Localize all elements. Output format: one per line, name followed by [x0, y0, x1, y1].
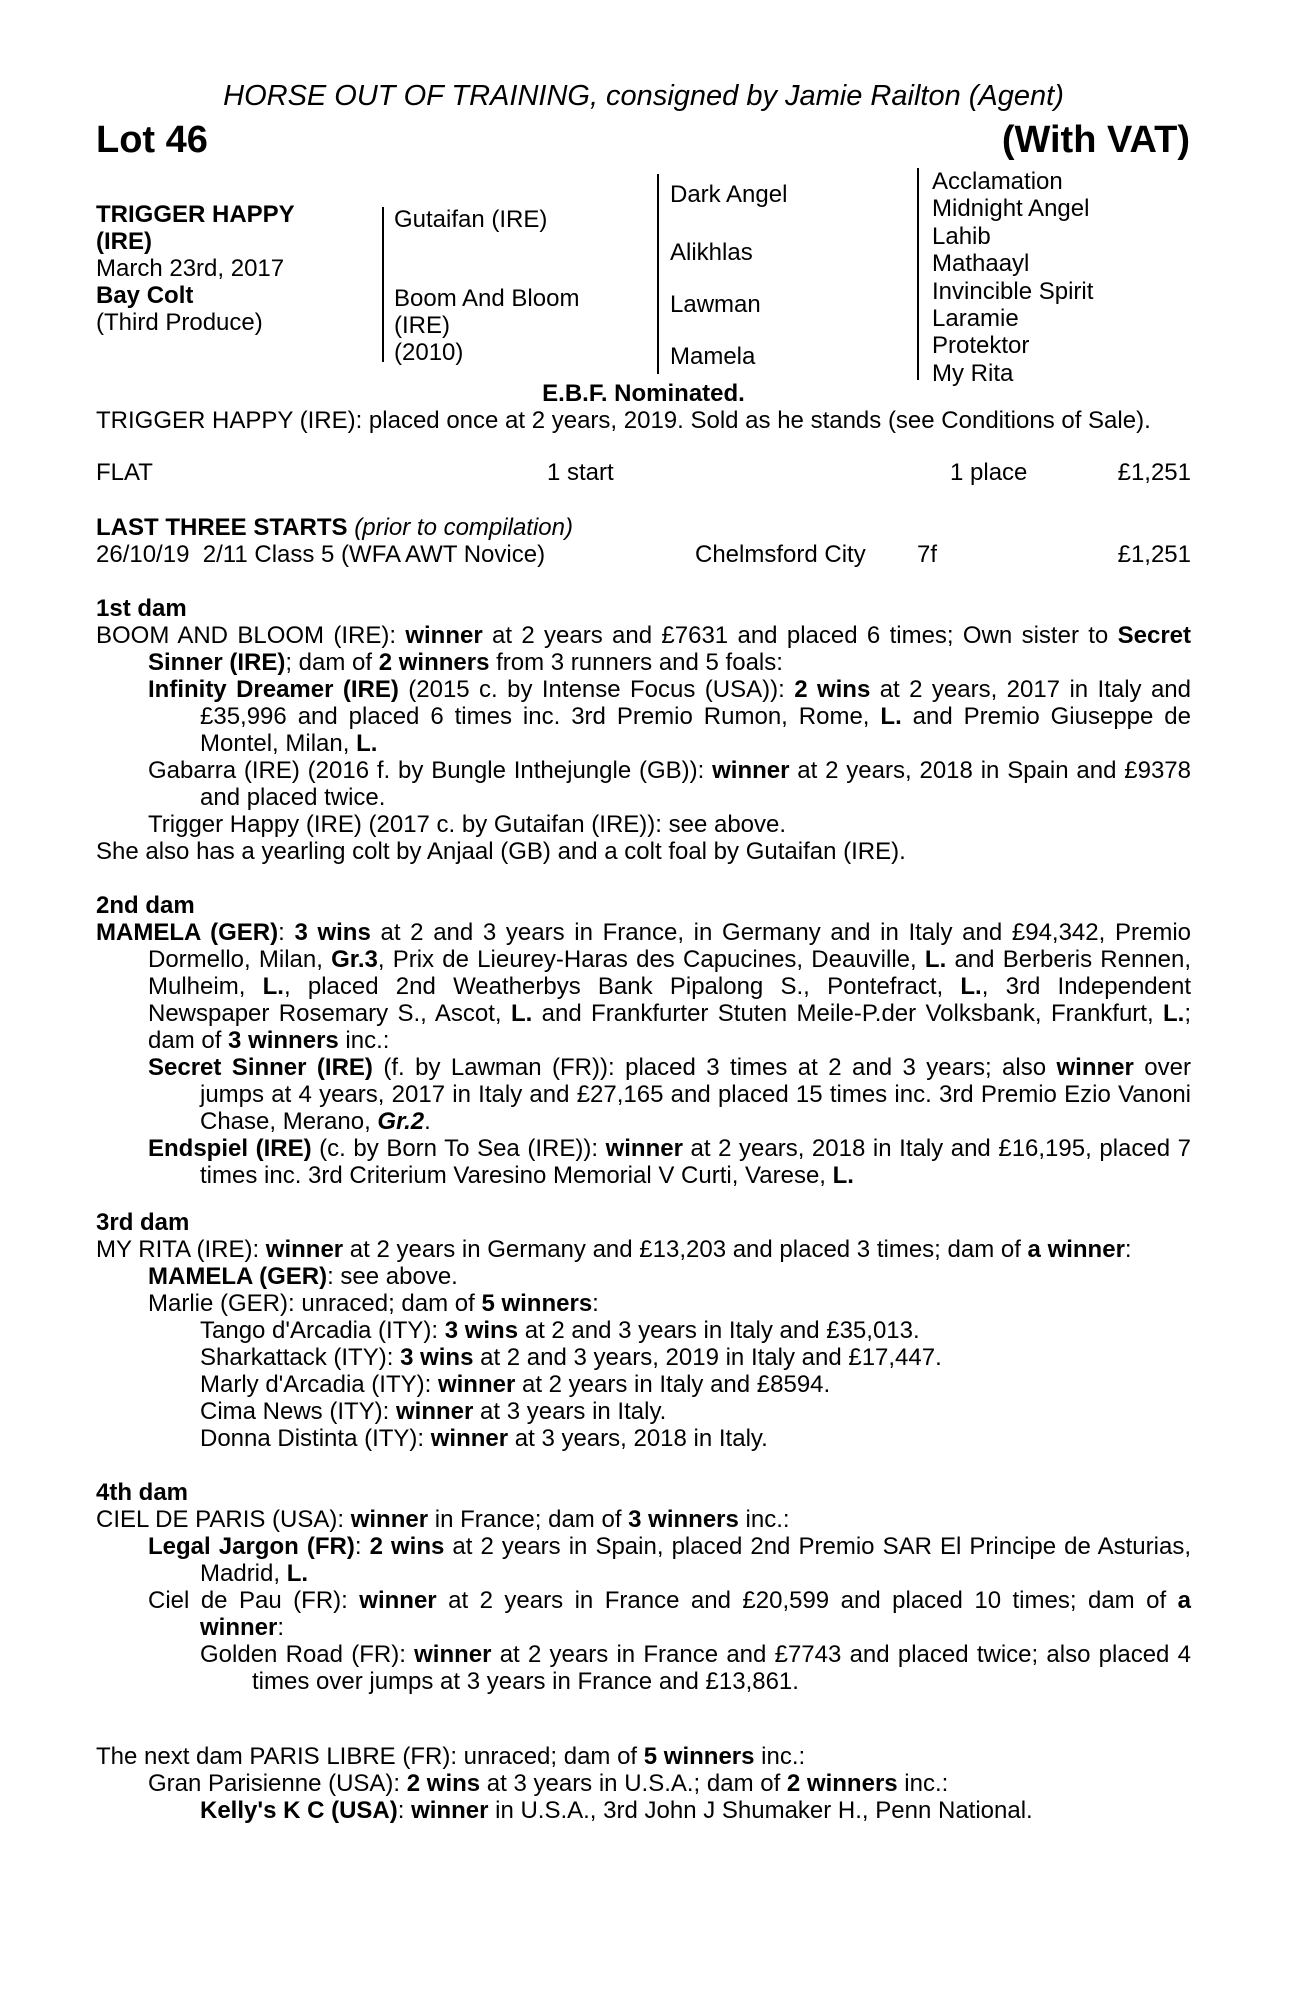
pedigree-paragraph	[96, 1587, 1191, 1641]
text-segment: Donna Distinta (ITY):	[200, 1425, 431, 1452]
text-segment: at 2 and 3 years in Italy and £35,013.	[518, 1317, 920, 1344]
text-segment: Kelly's K C (USA)	[200, 1797, 398, 1824]
text-segment: Marlie (GER): unraced; dam of	[148, 1290, 482, 1317]
text-segment: Gabarra (IRE) (2016 f. by Bungle Inthejungle (GB)):	[148, 757, 713, 784]
ancestor-name: Lawman	[670, 291, 761, 318]
text-segment: and Frankfurter Stuten Meile-P.der Volksbank, Frankfurt,	[532, 1000, 1163, 1027]
text-segment: at 2 years, 2018 in Spain and £9378 and placed twice.	[200, 757, 1191, 811]
text-segment: 2 winners	[786, 1770, 898, 1797]
places-value: 1 place	[950, 459, 1028, 486]
text-segment: Golden Road (FR):	[200, 1641, 415, 1668]
text-segment: inc.:	[754, 1743, 806, 1770]
text-segment: at 2 years in Spain, placed 2nd Premio SAR El Principe de Asturias, Madrid,	[200, 1533, 1191, 1587]
dam-heading: 1st dam	[96, 595, 187, 622]
pedigree-paragraph	[96, 1344, 1191, 1371]
flat-label: FLAT	[96, 459, 153, 486]
text-segment: Ciel de Pau (FR):	[148, 1587, 360, 1614]
text-segment: winner	[396, 1398, 474, 1425]
ancestor-name: Midnight Angel	[932, 195, 1090, 223]
pedigree-paragraph	[96, 919, 1191, 1054]
text-segment: a winner	[1027, 1236, 1125, 1263]
text-segment: winner	[359, 1587, 437, 1614]
text-segment: ; dam of	[148, 1000, 1191, 1054]
last-starts-heading-italic: (prior to compilation)	[347, 514, 573, 541]
text-segment: at 2 years in Italy and £8594.	[515, 1371, 831, 1398]
consignment-title: HORSE OUT OF TRAINING, consigned by Jamie Railton (Agent)	[223, 80, 1064, 112]
pedigree-paragraph	[96, 1506, 1191, 1533]
text-segment: MAMELA (GER)	[96, 919, 279, 946]
race-details: 26/10/19 2/11 Class 5 (WFA AWT Novice)	[96, 541, 546, 568]
subject-line: (Third Produce)	[96, 309, 263, 336]
text-segment: Marly d'Arcadia (ITY):	[200, 1371, 438, 1398]
text-segment: ; dam of	[285, 649, 379, 676]
subject-line: TRIGGER HAPPY	[96, 201, 295, 228]
ancestor-name: Dark Angel	[670, 181, 788, 208]
text-segment: inc.:	[738, 1506, 790, 1533]
text-segment: 5 winners	[643, 1743, 755, 1770]
text-segment: at 2 and 3 years, 2019 in Italy and £17,447.	[473, 1344, 942, 1371]
pedigree-paragraph	[96, 1533, 1191, 1587]
text-segment: L.	[286, 1560, 309, 1587]
dam-heading: 3rd dam	[96, 1209, 190, 1236]
text-segment: (f. by Lawman (FR)): placed 3 times at 2 and 3 years; also	[372, 1054, 1057, 1081]
pedigree-paragraph	[96, 1425, 1191, 1452]
text-segment: L.	[510, 1000, 533, 1027]
pedigree-paragraph	[96, 1135, 1191, 1189]
text-segment: Sharkattack (ITY):	[200, 1344, 401, 1371]
ancestor-name: Mamela	[670, 343, 756, 370]
text-segment: BOOM AND BLOOM (IRE):	[96, 622, 406, 649]
text-segment: Gran Parisienne (USA):	[148, 1770, 407, 1797]
text-segment: 3 wins	[444, 1317, 519, 1344]
catalogue-body-text	[96, 380, 1191, 1824]
text-segment: Secret Sinner (IRE)	[148, 622, 1191, 676]
subject-line: March 23rd, 2017	[96, 255, 285, 282]
pedigree-paragraph	[96, 1743, 1191, 1770]
pedigree-paragraph	[96, 622, 1191, 676]
pedigree-paragraph	[96, 811, 1191, 838]
text-segment: 5 winners	[481, 1290, 593, 1317]
earnings-value: £1,251	[1117, 459, 1191, 486]
text-segment: in France; dam of	[428, 1506, 629, 1533]
text-segment: winner	[405, 622, 483, 649]
prize-money: £1,251	[1117, 541, 1191, 568]
text-segment: 2 wins	[406, 1770, 481, 1797]
text-segment: at 2 years in Germany and £13,203 and placed 3 times; dam of	[343, 1236, 1028, 1263]
text-segment: :	[354, 1533, 370, 1560]
text-segment: Infinity Dreamer (IRE)	[148, 676, 399, 703]
ancestor-name: Mathaayl	[932, 250, 1030, 278]
ancestor-name: Invincible Spirit	[932, 277, 1094, 305]
starts-value: 1 start	[547, 459, 614, 486]
pedigree-section	[96, 595, 1191, 865]
intro-paragraph: TRIGGER HAPPY (IRE): placed once at 2 years, 2019. Sold as he stands (see Conditions of Sale).	[96, 407, 1151, 434]
pedigree-paragraph	[96, 1263, 1191, 1290]
pedigree-paragraph	[96, 1398, 1191, 1425]
text-segment: CIEL DE PARIS (USA):	[96, 1506, 351, 1533]
text-segment: L.	[1163, 1000, 1185, 1027]
text-segment: L.	[832, 1162, 854, 1189]
text-segment: (2015 c. by Intense Focus (USA)):	[398, 676, 795, 703]
text-segment: winner	[265, 1236, 344, 1263]
pedigree-section	[96, 1743, 1191, 1824]
text-segment: winner	[411, 1797, 489, 1824]
text-segment: :	[1124, 1236, 1132, 1263]
text-segment: at 2 and 3 years in France, in Germany and in Italy and £94,342, Premio Dormello, Milan,	[148, 919, 1191, 973]
ancestor-name: Alikhlas	[670, 239, 753, 266]
text-segment: 3 winners	[228, 1027, 339, 1054]
pedigree-paragraph	[96, 1290, 1191, 1317]
text-segment: winner	[430, 1425, 509, 1452]
grandparents-column	[670, 0, 910, 400]
text-segment: Trigger Happy (IRE) (2017 c. by Gutaifan (IRE)): see above.	[148, 811, 787, 838]
text-segment: at 2 years in France and £20,599 and placed 10 times; dam of	[436, 1587, 1178, 1614]
pedigree-paragraph	[96, 838, 1191, 865]
text-segment: winner	[1056, 1054, 1134, 1081]
lot-number: Lot 46	[96, 119, 208, 161]
text-segment: winner	[712, 757, 790, 784]
dam-heading: 4th dam	[96, 1479, 189, 1506]
pedigree-paragraph	[96, 757, 1191, 811]
text-segment: a winner	[200, 1587, 1191, 1641]
ancestor-name: My Rita	[932, 359, 1014, 387]
text-segment: , Prix de Lieurey-Haras des Capucines, Deauville,	[377, 946, 925, 973]
text-segment: at 3 years, 2018 in Italy.	[508, 1425, 768, 1452]
text-segment: Gr.3	[331, 946, 378, 973]
text-segment: The next dam PARIS LIBRE (FR): unraced; dam of	[96, 1743, 644, 1770]
distance-value: 7f	[917, 541, 938, 568]
pedigree-table	[0, 0, 1314, 400]
text-segment: She also has a yearling colt by Anjaal (GB) and a colt foal by Gutaifan (IRE).	[96, 838, 906, 865]
divider-line-2	[657, 174, 659, 374]
text-segment: at 2 years in France and £7743 and placed twice; also placed 4 times over jumps at 3 years in France and £13,861.	[252, 1641, 1191, 1695]
text-segment: Cima News (ITY):	[200, 1398, 397, 1425]
text-segment: :	[278, 919, 295, 946]
ancestor-name: Lahib	[932, 222, 991, 250]
pedigree-section	[96, 1479, 1191, 1695]
great-grandparents-column	[932, 168, 1190, 387]
ancestor-name: Acclamation	[932, 168, 1063, 195]
sire-name: Gutaifan (IRE)	[394, 206, 548, 233]
text-segment: from 3 runners and 5 foals:	[489, 649, 783, 676]
text-segment: L.	[880, 703, 902, 730]
last-starts-heading-bold: LAST THREE STARTS	[96, 514, 348, 541]
dam-name-line: Boom And Bloom	[394, 285, 580, 312]
text-segment: L.	[960, 973, 982, 1000]
flat-summary-row	[96, 459, 1191, 486]
last-starts-heading	[96, 514, 1191, 541]
text-segment: L.	[262, 973, 284, 1000]
text-segment: L.	[356, 730, 378, 757]
race-row	[96, 541, 1191, 568]
text-segment: 3 wins	[400, 1344, 474, 1371]
ancestor-name: Laramie	[932, 305, 1019, 333]
vat-badge: (With VAT)	[1001, 119, 1190, 161]
text-segment: winner	[437, 1371, 516, 1398]
pedigree-section	[96, 892, 1191, 1189]
ebf-note: E.B.F. Nominated.	[542, 380, 745, 407]
pedigree-paragraph	[96, 1797, 1191, 1824]
pedigree-section	[96, 1209, 1191, 1452]
text-segment: : see above.	[327, 1263, 458, 1290]
pedigree-paragraph	[96, 1770, 1191, 1797]
ancestor-name: Protektor	[932, 332, 1030, 360]
divider-line-1	[382, 207, 384, 362]
text-segment: 2 winners	[378, 649, 490, 676]
pedigree-sections	[96, 595, 1191, 1824]
text-segment: 2 wins	[794, 676, 871, 703]
text-segment: MY RITA (IRE):	[96, 1236, 266, 1263]
text-segment: over jumps at 4 years, 2017 in Italy and £27,165 and placed 15 times inc. 3rd Premio Ezio Vanoni Chase, Merano,	[200, 1054, 1191, 1135]
text-segment: and Berberis Rennen, Mulheim,	[148, 946, 1192, 1000]
text-segment: in U.S.A., 3rd John J Shumaker H., Penn National.	[488, 1797, 1033, 1824]
text-segment: :	[397, 1797, 412, 1824]
pedigree-paragraph	[96, 1236, 1191, 1263]
text-segment: at 2 years, 2018 in Italy and £16,195, placed 7 times inc. 3rd Criterium Varesino Memorial V Curti, Varese,	[200, 1135, 1191, 1189]
text-segment: inc.:	[338, 1027, 390, 1054]
text-segment: Legal Jargon (FR)	[148, 1533, 355, 1560]
text-segment: , 3rd Independent Newspaper Rosemary S., Ascot,	[148, 973, 1192, 1027]
subject-line: Bay Colt	[96, 282, 194, 309]
text-segment: Tango d'Arcadia (ITY):	[200, 1317, 445, 1344]
dam-heading: 2nd dam	[96, 892, 195, 919]
course-name: Chelmsford City	[695, 541, 866, 568]
text-segment: :	[277, 1614, 285, 1641]
text-segment: 3 wins	[294, 919, 371, 946]
text-segment: at 3 years in Italy.	[473, 1398, 667, 1425]
text-segment: winner	[414, 1641, 492, 1668]
text-segment: and Premio Giuseppe de Montel, Milan,	[200, 703, 1191, 757]
pedigree-paragraph	[96, 1641, 1191, 1695]
text-segment: Gr.2	[377, 1108, 425, 1135]
text-segment: 2 wins	[369, 1533, 445, 1560]
text-segment: :	[592, 1290, 599, 1317]
dam-name-line: (2010)	[394, 339, 464, 366]
text-segment: Secret Sinner (IRE)	[148, 1054, 373, 1081]
text-segment: MAMELA (GER)	[148, 1263, 328, 1290]
text-segment: winner	[605, 1135, 683, 1162]
text-segment: inc.:	[897, 1770, 949, 1797]
subject-line: (IRE)	[96, 228, 152, 255]
divider-line-3	[917, 168, 919, 380]
text-segment: at 2 years, 2017 in Italy and £35,996 and placed 6 times inc. 3rd Premio Rumon, Rome,	[200, 676, 1191, 730]
dam-column	[394, 285, 649, 366]
text-segment: .	[424, 1108, 431, 1135]
pedigree-paragraph	[96, 1317, 1191, 1344]
text-segment: winner	[350, 1506, 429, 1533]
text-segment: Endspiel (IRE)	[148, 1135, 312, 1162]
text-segment: 3 winners	[628, 1506, 739, 1533]
pedigree-paragraph	[96, 1371, 1191, 1398]
text-segment: L.	[924, 946, 947, 973]
subject-column	[96, 201, 376, 336]
text-segment: at 3 years in U.S.A.; dam of	[480, 1770, 787, 1797]
pedigree-paragraph	[96, 1054, 1191, 1135]
text-segment: , placed 2nd Weatherbys Bank Pipalong S., Pontefract,	[283, 973, 961, 1000]
text-segment: at 2 years and £7631 and placed 6 times; Own sister to	[482, 622, 1118, 649]
text-segment: (c. by Born To Sea (IRE)):	[311, 1135, 606, 1162]
pedigree-paragraph	[96, 676, 1191, 757]
dam-name-line: (IRE)	[394, 312, 450, 339]
